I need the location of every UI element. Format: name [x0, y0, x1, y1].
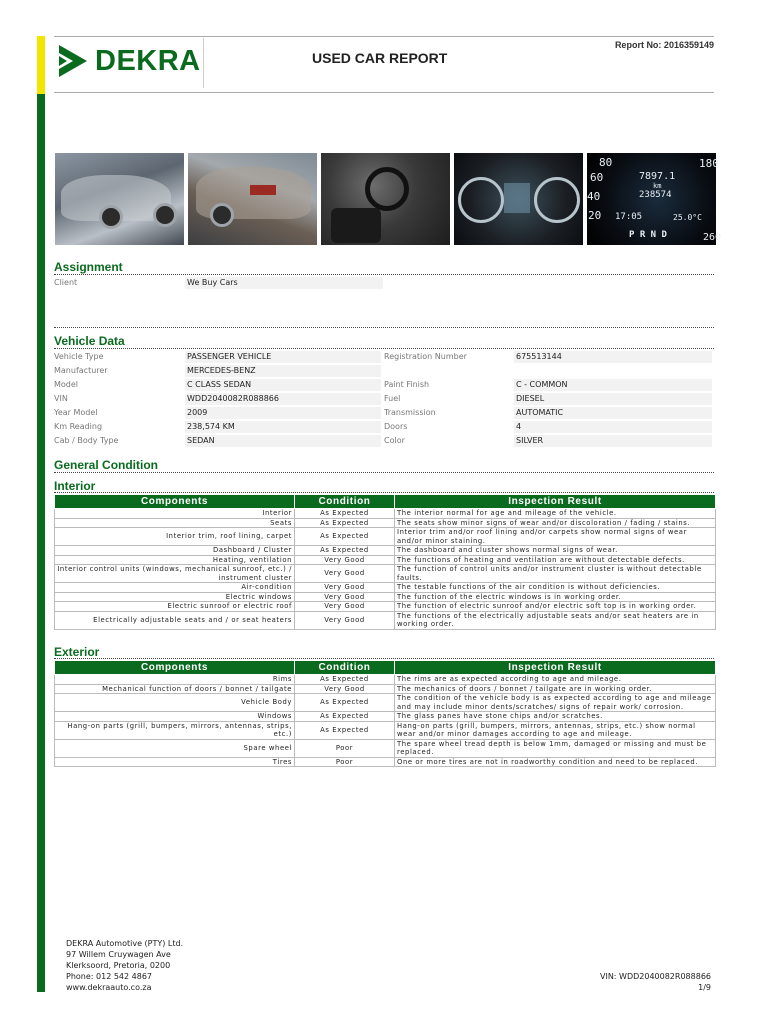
- vehicle-field-label: Vehicle Type: [54, 352, 104, 361]
- condition-cell: Very Good: [295, 602, 395, 612]
- col-condition: Condition: [295, 661, 395, 675]
- condition-cell: As Expected: [295, 546, 395, 556]
- footer-phone: Phone: 012 542 4867: [66, 972, 153, 981]
- condition-cell: Very Good: [295, 555, 395, 565]
- assignment-heading: Assignment: [54, 260, 123, 274]
- condition-cell: Very Good: [295, 611, 395, 629]
- inspection-row: [55, 518, 716, 528]
- speed-mark: 80: [599, 156, 613, 169]
- condition-cell: As Expected: [295, 509, 395, 519]
- page-number: 1/9: [698, 983, 711, 992]
- vehicle-field-label: Manufacturer: [54, 366, 108, 375]
- logo-text: DEKRA: [95, 44, 201, 77]
- inspection-row: [55, 757, 716, 767]
- vehicle-field-label: Km Reading: [54, 422, 103, 431]
- component-cell: Rims: [55, 675, 295, 685]
- footer-address: [66, 938, 183, 993]
- result-cell: The function of control units and/or instrument cluster is without detectable faults.: [395, 565, 716, 583]
- condition-cell: As Expected: [295, 528, 395, 546]
- divider: [54, 658, 714, 659]
- result-cell: The function of electric sunroof and/or electric soft top is in working order.: [395, 602, 716, 612]
- speed-mark: 260: [703, 232, 722, 243]
- component-cell: Vehicle Body: [55, 694, 295, 712]
- inspection-row: [55, 555, 716, 565]
- vehicle-photo-front[interactable]: [55, 153, 184, 245]
- inspection-row: [55, 602, 716, 612]
- vehicle-field-value: 238,574 KM: [185, 421, 381, 433]
- vehicle-field-value: DIESEL: [514, 393, 712, 405]
- condition-cell: As Expected: [295, 675, 395, 685]
- vehicle-field-value: C CLASS SEDAN: [185, 379, 381, 391]
- footer-city: Klerksoord, Pretoria, 0200: [66, 961, 171, 970]
- vehicle-field-value: [514, 365, 712, 377]
- clock-readout: 17:05: [615, 212, 643, 222]
- vehicle-field-label: Color: [384, 436, 405, 445]
- dekra-logo-icon: [57, 43, 89, 79]
- inspection-row: [55, 721, 716, 739]
- vehicle-field-value: 4: [514, 421, 712, 433]
- divider: [54, 348, 714, 349]
- vehicle-field-label: Registration Number: [384, 352, 467, 361]
- page-title: USED CAR REPORT: [312, 50, 448, 66]
- vehicle-field-value: PASSENGER VEHICLE: [185, 351, 381, 363]
- result-cell: The glass panes have stone chips and/or scratches.: [395, 712, 716, 722]
- condition-cell: As Expected: [295, 694, 395, 712]
- inspection-row: [55, 509, 716, 519]
- col-condition: Condition: [295, 495, 395, 509]
- component-cell: Air-condition: [55, 583, 295, 593]
- inspection-row: [55, 684, 716, 694]
- divider: [54, 327, 714, 328]
- client-value: We Buy Cars: [185, 277, 383, 289]
- component-cell: Interior control units (windows, mechanical sunroof, etc.) / instrument cluster: [55, 565, 295, 583]
- speed-mark: 180: [699, 157, 719, 170]
- vehicle-field-label: Transmission: [384, 408, 436, 417]
- divider: [54, 492, 714, 493]
- vehicle-field-value: SEDAN: [185, 435, 381, 447]
- vehicle-field-label: Year Model: [54, 408, 98, 417]
- col-result: Inspection Result: [395, 495, 716, 509]
- vehicle-photo-odometer[interactable]: [587, 153, 722, 245]
- component-cell: Electric windows: [55, 592, 295, 602]
- vehicle-field-value: C - COMMON: [514, 379, 712, 391]
- component-cell: Hang-on parts (grill, bumpers, mirrors, antennas, strips, etc.): [55, 721, 295, 739]
- header-top-rule: [54, 36, 714, 37]
- result-cell: The functions of the electrically adjustable seats and/or seat heaters are in working order.: [395, 611, 716, 629]
- vehicle-field-value: 675513144: [514, 351, 712, 363]
- inspection-row: [55, 592, 716, 602]
- inspection-row: [55, 611, 716, 629]
- vehicle-field-value: AUTOMATIC: [514, 407, 712, 419]
- condition-cell: As Expected: [295, 518, 395, 528]
- vehicle-field-label: Doors: [384, 422, 408, 431]
- result-cell: The testable functions of the air condition is without deficiencies.: [395, 583, 716, 593]
- interior-table: [54, 494, 716, 630]
- speed-mark: 40: [587, 190, 601, 203]
- result-cell: The interior normal for age and mileage of the vehicle.: [395, 509, 716, 519]
- vehicle-field-label: Paint Finish: [384, 380, 430, 389]
- result-cell: The spare wheel tread depth is below 1mm, damaged or missing and must be replaced.: [395, 739, 716, 757]
- inspection-row: [55, 546, 716, 556]
- vehicle-photo-rear[interactable]: [188, 153, 317, 245]
- gear-indicator: P R N D: [629, 230, 667, 240]
- vehicle-field-value: WDD2040082R088866: [185, 393, 381, 405]
- brand-stripe-yellow: [37, 36, 45, 94]
- inspection-row: [55, 712, 716, 722]
- component-cell: Heating, ventilation: [55, 555, 295, 565]
- inspection-row: [55, 675, 716, 685]
- vehicle-photo-interior[interactable]: [321, 153, 450, 245]
- condition-cell: Very Good: [295, 684, 395, 694]
- component-cell: Electrically adjustable seats and / or seat heaters: [55, 611, 295, 629]
- condition-cell: As Expected: [295, 721, 395, 739]
- vehicle-field-value: 2009: [185, 407, 381, 419]
- vehicle-field-label: Model: [54, 380, 79, 389]
- footer-vin: VIN: WDD2040082R088866: [599, 972, 711, 981]
- general-condition-heading: General Condition: [54, 458, 159, 472]
- component-cell: Spare wheel: [55, 739, 295, 757]
- result-cell: The function of the electric windows is in working order.: [395, 592, 716, 602]
- interior-heading: Interior: [54, 479, 96, 493]
- vehicle-field-label: [384, 365, 512, 377]
- logo-divider: [203, 38, 204, 88]
- vehicle-field-label: VIN: [54, 394, 68, 403]
- condition-cell: Poor: [295, 739, 395, 757]
- component-cell: Interior trim, roof lining, carpet: [55, 528, 295, 546]
- component-cell: Mechanical function of doors / bonnet / tailgate: [55, 684, 295, 694]
- vehicle-photo-cluster[interactable]: [454, 153, 583, 245]
- client-label: Client: [54, 278, 78, 287]
- odometer-reading: 7897.1: [639, 171, 676, 182]
- header-bottom-rule: [54, 92, 714, 93]
- inspection-row: [55, 694, 716, 712]
- vehicle-data-heading: Vehicle Data: [54, 334, 125, 348]
- col-components: Components: [55, 661, 295, 675]
- inspection-row: [55, 583, 716, 593]
- component-cell: Seats: [55, 518, 295, 528]
- result-cell: The condition of the vehicle body is as expected according to age and mileage and may include minor dents/scratches/ signs of repair work/ corrosion.: [395, 694, 716, 712]
- speed-mark: 60: [590, 171, 604, 184]
- temperature-readout: 25.0°C: [673, 213, 702, 222]
- condition-cell: Very Good: [295, 592, 395, 602]
- divider: [54, 472, 714, 473]
- divider: [54, 274, 714, 275]
- condition-cell: Very Good: [295, 565, 395, 583]
- result-cell: The functions of heating and ventilation are without detectable defects.: [395, 555, 716, 565]
- inspection-row: [55, 565, 716, 583]
- condition-cell: Very Good: [295, 583, 395, 593]
- inspection-row: [55, 739, 716, 757]
- vehicle-field-label: Fuel: [384, 394, 401, 403]
- result-cell: The dashboard and cluster shows normal signs of wear.: [395, 546, 716, 556]
- odometer-unit: km: [653, 182, 662, 190]
- vehicle-field-label: Cab / Body Type: [54, 436, 119, 445]
- result-cell: The mechanics of doors / bonnet / tailgate are in working order.: [395, 684, 716, 694]
- brand-stripe-green: [37, 94, 45, 992]
- exterior-table: [54, 660, 716, 767]
- component-cell: Tires: [55, 757, 295, 767]
- footer-right: [600, 971, 711, 993]
- component-cell: Interior: [55, 509, 295, 519]
- component-cell: Dashboard / Cluster: [55, 546, 295, 556]
- result-cell: The rims are as expected according to age and mileage.: [395, 675, 716, 685]
- col-components: Components: [55, 495, 295, 509]
- report-number: Report No: 2016359149: [614, 40, 714, 50]
- footer-company: DEKRA Automotive (PTY) Ltd.: [66, 939, 184, 948]
- vehicle-field-value: SILVER: [514, 435, 712, 447]
- component-cell: Electric sunroof or electric roof: [55, 602, 295, 612]
- footer-website[interactable]: www.dekraauto.co.za: [66, 983, 152, 992]
- condition-cell: As Expected: [295, 712, 395, 722]
- dekra-logo: [57, 43, 201, 79]
- speed-mark: 20: [588, 209, 602, 222]
- inspection-row: [55, 528, 716, 546]
- result-cell: Hang-on parts (grill, bumpers, mirrors, antennas, strips, etc.) show normal wear and/or minor damages according to age and mileage.: [395, 721, 716, 739]
- result-cell: Interior trim and/or roof lining and/or carpets show normal signs of wear and/or minor staining.: [395, 528, 716, 546]
- result-cell: One or more tires are not in roadworthy condition and need to be replaced.: [395, 757, 716, 767]
- col-result: Inspection Result: [395, 661, 716, 675]
- trip-reading: 238574: [639, 190, 672, 200]
- vehicle-field-value: MERCEDES-BENZ: [185, 365, 381, 377]
- exterior-heading: Exterior: [54, 645, 100, 659]
- vehicle-photo-strip: [55, 153, 722, 245]
- condition-cell: Poor: [295, 757, 395, 767]
- footer-street: 97 Willem Cruywagen Ave: [66, 950, 171, 959]
- component-cell: Windows: [55, 712, 295, 722]
- result-cell: The seats show minor signs of wear and/or discoloration / fading / stains.: [395, 518, 716, 528]
